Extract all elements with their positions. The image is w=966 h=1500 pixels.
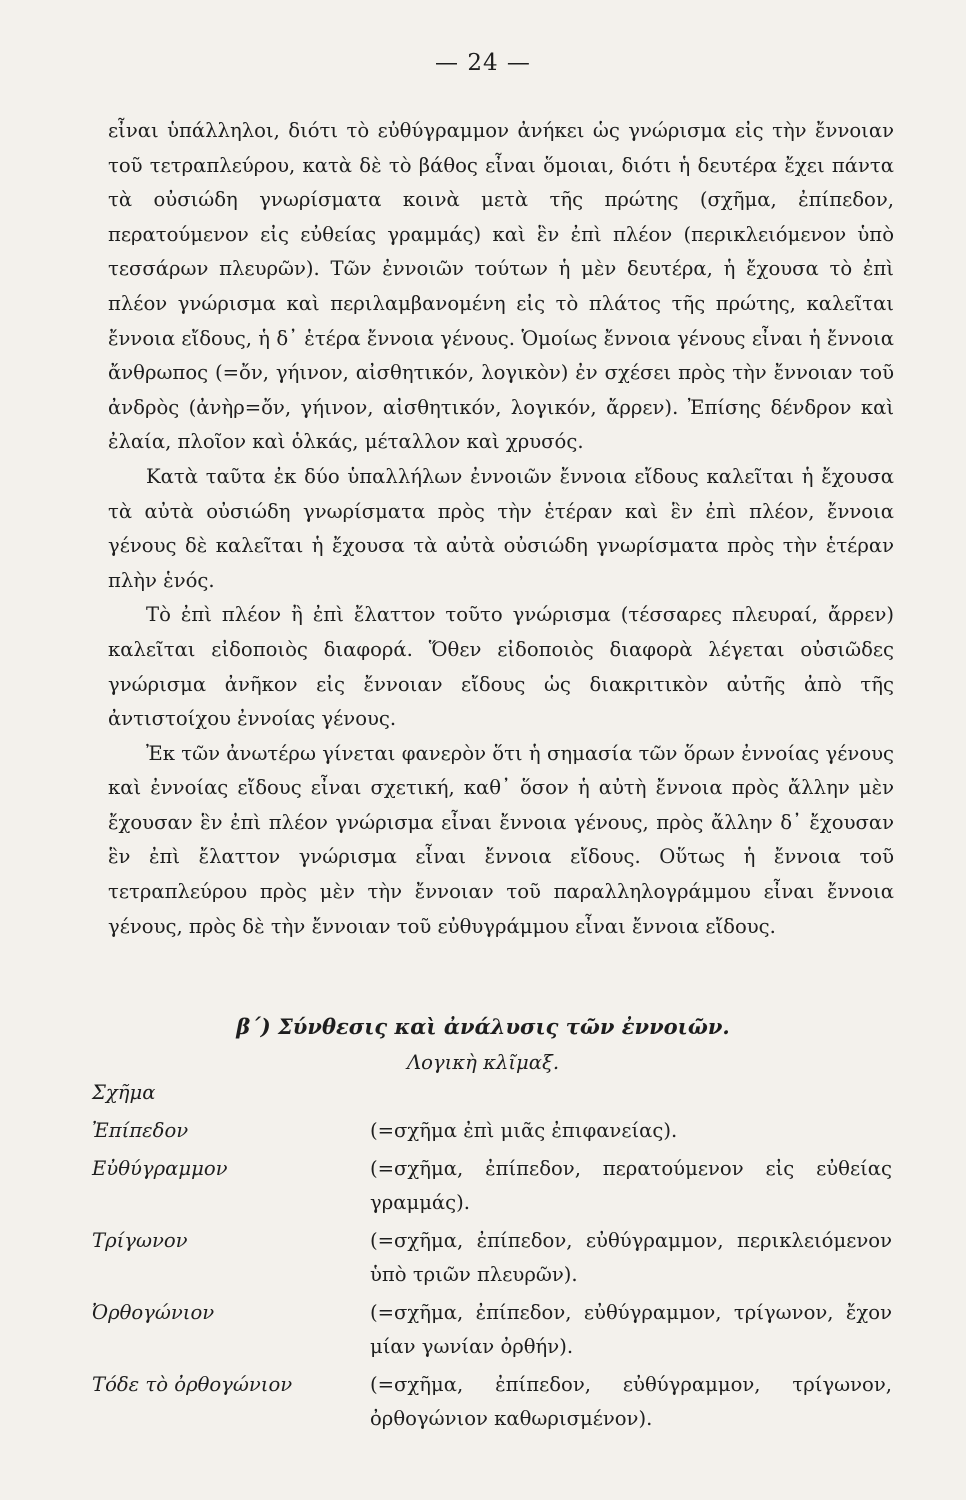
paragraph-4: Ἐκ τῶν ἀνωτέρω γίνεται φανερὸν ὅτι ἡ σημασία τῶν ὅρων ἐννοίας γένους καὶ ἐννοίας εἴδους εἶναι σχετική, καθ᾽ ὅσον ἡ αὐτὴ ἔννοια πρὸς ἄλλην μὲν ἔχουσαν ἓν ἐπὶ πλέον γνώρισμα εἶναι ἔννοια γένους, πρὸς ἄλλην δ᾽ ἔχουσαν ἓν ἐπὶ ἔλαττον γνώρισμα εἶναι ἔννοια εἴδους. Οὕτως ἡ ἔννοια τοῦ τετραπλεύρου πρὸς μὲν τὴν ἔννοιαν τοῦ παραλληλογράμμου εἶναι ἔννοια γένους, πρὸς δὲ τὴν ἔννοιαν τοῦ εὐθυγράμμου εἶναι ἔννοια εἴδους. [108, 741, 894, 938]
ladder-term: Εὐθύγραμμον [92, 1157, 228, 1180]
ladder-definition [370, 1076, 892, 1110]
ladder-definition: (=σχῆμα ἐπὶ μιᾶς ἐπιφανείας). [370, 1119, 678, 1142]
ladder-row [92, 1152, 892, 1220]
section-subheading: Λογικὴ κλῖμαξ. [406, 1051, 560, 1074]
ladder-row [92, 1224, 892, 1292]
page-number: — 24 — [435, 50, 531, 76]
logical-ladder [92, 1076, 892, 1440]
ladder-term: Ὀρθογώνιον [92, 1301, 215, 1324]
body-text [108, 114, 894, 944]
paragraph-1: εἶναι ὑπάλληλοι, διότι τὸ εὐθύγραμμον ἀνήκει ὡς γνώρισμα εἰς τὴν ἔννοιαν τοῦ τετραπλεύρου, κατὰ δὲ τὸ βάθος εἶναι ὅμοιαι, διότι ἡ δευτέρα ἔχει πάντα τὰ οὐσιώδη γνωρίσματα κοινὰ μετὰ τῆς πρώτης (σχῆμα, ἐπίπεδον, περατούμενον εἰς εὐθείας γραμμάς) καὶ ἓν ἐπὶ πλέον (περικλειόμενον ὑπὸ τεσσάρων πλευρῶν). Τῶν ἐννοιῶν τούτων ἡ μὲν δευτέρα, ἡ ἔχουσα τὸ ἐπὶ πλέον γνώρισμα καὶ περιλαμβανομένη εἰς τὸ πλάτος τῆς πρώτης, καλεῖται ἔννοια εἴδους, ἡ δ᾽ ἑτέρα ἔννοια γένους. Ὁμοίως ἔννοια γένους εἶναι ἡ ἔννοια ἄνθρωπος (=ὄν, γήινον, αἰσθητικόν, λογικὸν) ἐν σχέσει πρὸς τὴν ἔννοιαν τοῦ ἀνδρὸς (ἀνὴρ=ὄν, γήινον, αἰσθητικόν, λογικόν, ἄρρεν). Ἐπίσης δένδρον καὶ ἐλαία, πλοῖον καὶ ὁλκάς, μέταλλον καὶ χρυσός. [108, 119, 894, 454]
paragraph-2: Κατὰ ταῦτα ἐκ δύο ὑπαλλήλων ἐννοιῶν ἔννοια εἴδους καλεῖται ἡ ἔχουσα τὰ αὐτὰ οὐσιώδη γνωρίσματα πρὸς τὴν ἑτέραν καὶ ἓν ἐπὶ πλέον, ἔννοια γένους δὲ καλεῖται ἡ ἔχουσα τὰ αὐτὰ οὐσιώδη γνωρίσματα πρὸς τὴν ἑτέραν πλὴν ἑνός. [108, 464, 894, 592]
ladder-row [92, 1296, 892, 1364]
ladder-definition: (=σχῆμα, ἐπίπεδον, εὐθύγραμμον, περικλειόμενον ὑπὸ τριῶν πλευρῶν). [370, 1229, 892, 1286]
ladder-row [92, 1114, 892, 1148]
ladder-definition: (=σχῆμα, ἐπίπεδον, εὐθύγραμμον, τρίγωνον, ἔχον μίαν γωνίαν ὀρθήν). [370, 1301, 892, 1358]
ladder-row [92, 1076, 892, 1110]
ladder-definition: (=σχῆμα, ἐπίπεδον, εὐθύγραμμον, τρίγωνον, ὀρθογώνιον καθωρισμένον). [370, 1373, 892, 1430]
ladder-term: Τόδε τὸ ὀρθογώνιον [92, 1373, 293, 1396]
ladder-term: Τρίγωνον [92, 1229, 188, 1252]
section-heading: β΄) Σύνθεσις καὶ ἀνάλυσις τῶν ἐννοιῶν. [236, 1014, 730, 1039]
ladder-term: Ἐπίπεδον [92, 1119, 189, 1142]
paragraph-3: Τὸ ἐπὶ πλέον ἢ ἐπὶ ἔλαττον τοῦτο γνώρισμα (τέσσαρες πλευραί, ἄρρεν) καλεῖται εἰδοποιὸς διαφορά. Ὅθεν εἰδοποιὸς διαφορὰ λέγεται οὐσιῶδες γνώρισμα ἀνῆκον εἰς ἔννοιαν εἴδους ὡς διακριτικὸν αὐτῆς ἀπὸ τῆς ἀντιστοίχου ἐννοίας γένους. [108, 603, 894, 731]
ladder-row [92, 1368, 892, 1436]
ladder-term: Σχῆμα [92, 1081, 156, 1104]
ladder-definition: (=σχῆμα, ἐπίπεδον, περατούμενον εἰς εὐθείας γραμμάς). [370, 1157, 892, 1214]
